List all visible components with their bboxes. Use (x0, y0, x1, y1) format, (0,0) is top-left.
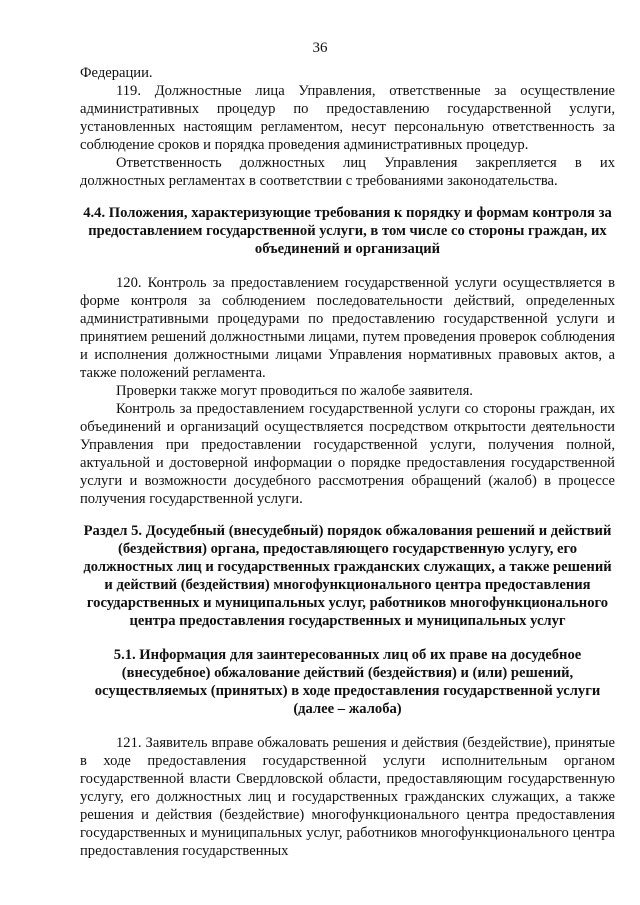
paragraph-continuation: Федерации. (80, 65, 153, 81)
page-number: 36 (312, 40, 328, 56)
paragraph-119: 119. Должностные лица Управления, ответственные за осуществление административных процедур по предоставлению государственной услуги, установленных настоящим регламентом, несут персональную ответственность за соблюдение сроков и порядка проведения административных процедур. (80, 83, 615, 153)
paragraph-public-control: Контроль за предоставлением государственной услуги со стороны граждан, их объединений и организаций осуществляется посредством открытости деятельности Управления при предоставлении государственной услуги, получения полной, актуальной и достоверной информации о порядке предоставления государственной услуги и возможности досудебного рассмотрения обращений (жалоб) в процессе получения государственной услуги. (80, 401, 615, 507)
paragraph-responsibility: Ответственность должностных лиц Управления закрепляется в их должностных регламентах в соответствии с требованиями законодательства. (80, 155, 615, 189)
paragraph-inspections: Проверки также могут проводиться по жалобе заявителя. (116, 383, 473, 399)
section-5-1-heading: 5.1. Информация для заинтересованных лиц об их праве на досудебное (внесудебное) обжалование действий (бездействия) и (или) решений, осуществляемых (принятых) в ходе предоставления государственной услуги (далее – жалоба) (94, 647, 601, 717)
paragraph-121: 121. Заявитель вправе обжаловать решения и действия (бездействие), принятые в ходе предоставления государственной услуги исполнительным органом государственной власти Свердловской области, предоставляющим государственную услугу, его должностных лиц и государственных гражданских служащих, а также решения и действия (бездействие) многофункционального центра предоставления государственных и муниципальных услуг, работников многофункционального центра предоставления государственных (80, 735, 615, 859)
section-5-heading: Раздел 5. Досудебный (внесудебный) порядок обжалования решений и действий (бездействия) органа, предоставляющего государственную услугу, его должностных лиц и государственных гражданских служащих, а также решений и действий (бездействия) многофункционального центра предоставления государственных и муниципальных услуг, работников многофункционального центра предоставления государственных и муниципальных услуг (83, 523, 612, 629)
document-body (80, 64, 615, 860)
paragraph-120: 120. Контроль за предоставлением государственной услуги осуществляется в форме контроля за соблюдением последовательности действий, определенных административными процедурами по предоставлению государственной услуги и принятием решений должностными лицами, путем проведения проверок соблюдения и исполнения должностными лицами Управления нормативных правовых актов, а также положений регламента. (80, 275, 615, 381)
section-4-4-heading: 4.4. Положения, характеризующие требования к порядку и формам контроля за предоставлением государственной услуги, в том числе со стороны граждан, их объединений и организаций (83, 205, 612, 257)
